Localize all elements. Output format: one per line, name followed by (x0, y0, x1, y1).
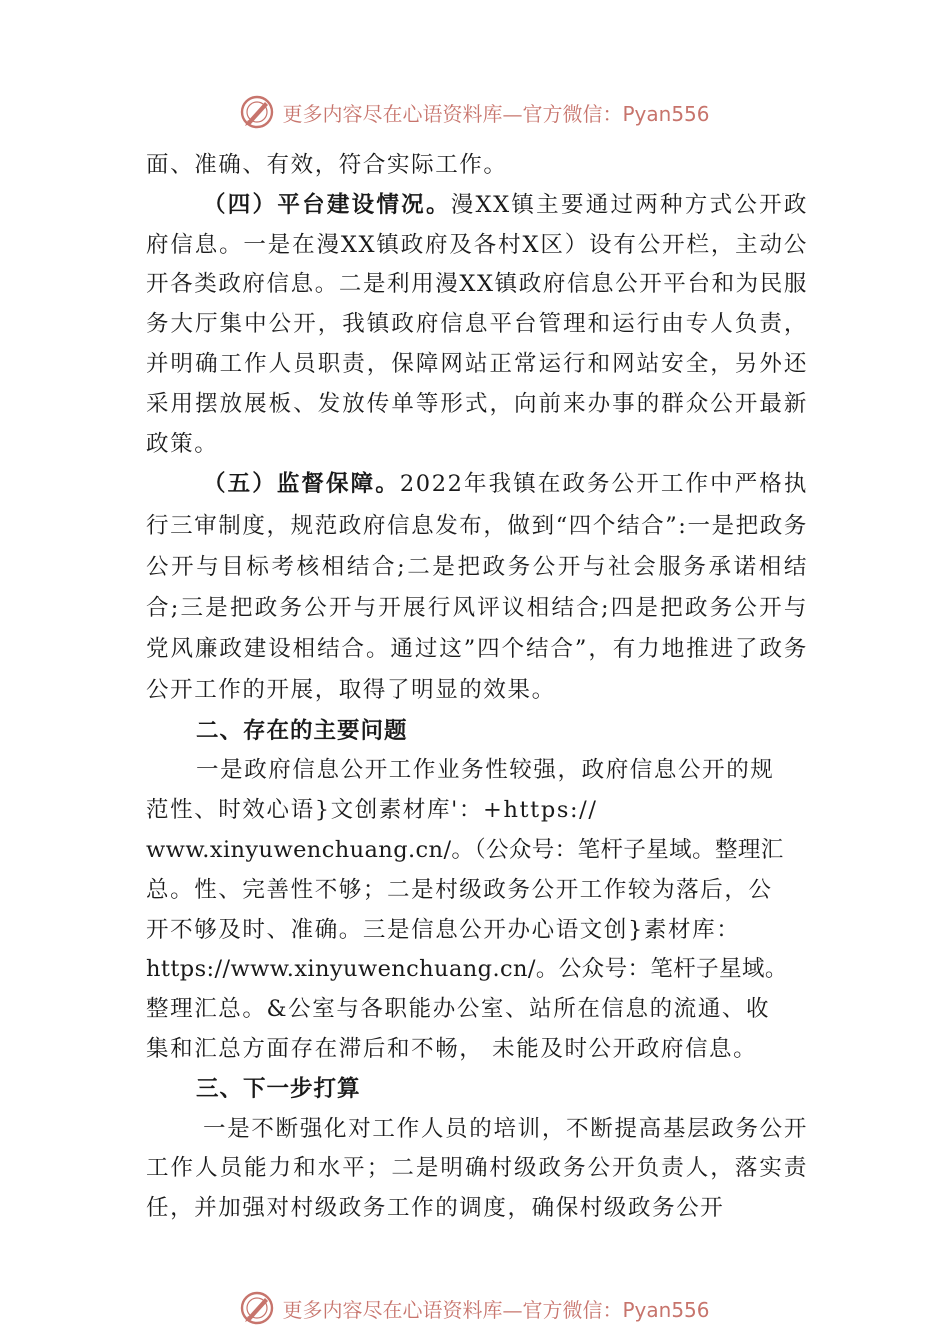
pen-logo-icon (240, 95, 274, 129)
banner-text: 更多内容尽在心语资料库—官方微信：Pyan556 (282, 1297, 710, 1322)
paragraph-platform: （四）平台建设情况。漫XX镇主要通过两种方式公开政府信息。一是在漫XX镇政府及各村X区）设有公开栏，主动公开各类政府信息。二是利用漫XX镇政府信息公开平台和为民服务大厅集中公开，我镇政府信息平台管理和运行由专人负责，并明确工作人员职责，保障网站正常运行和网站安全，另外还采用摆放展板、发放传单等形式，向前来办事的群众公开最新政策。 (146, 191, 808, 457)
paragraph-problems: 一是政府信息公开工作业务性较强，政府信息公开的规 范性、时效心语}文创素材库'：+https:// www.xinyuwenchuang.cn/。（公众号：笔杆子星域。整理汇 总。性、完善性不够；二是村级政务公开工作较为落后，公 开不够及时、准确。三是信息公开办心语文创}素材库： https://www.xinyuwenchuang.cn/。公众号：笔杆子星域。 整理汇总。&公室与各职能办公室、站所在信息的流通、收 集和汇总方面存在滞后和不畅， 未能及时公开政府信息。 (146, 757, 788, 1062)
paragraph-continuation: 面、准确、有效，符合实际工作。 (146, 152, 508, 178)
pen-logo-icon (240, 1291, 274, 1325)
heading-next-steps: 三、下一步打算 (196, 1075, 361, 1102)
banner-text: 更多内容尽在心语资料库—官方微信：Pyan556 (282, 101, 710, 126)
paragraph-next-steps: 一是不断强化对工作人员的培训，不断提高基层政务公开工作人员能力和水平；二是明确村级政务公开负责人，落实责任，并加强对村级政务工作的调度，确保村级政务公开 (146, 1115, 808, 1222)
paragraph-supervision: （五）监督保障。2022年我镇在政务公开工作中严格执行三审制度，规范政府信息发布，做到“四个结合”:一是把政务公开与目标考核相结合;二是把政务公开与社会服务承诺相结合;三是把政务公开与开展行风评议相结合;四是把政务公开与党风廉政建设相结合。通过这”四个结合”，有力地推进了政务公开工作的开展，取得了明显的效果。 (146, 471, 809, 704)
document-body (146, 146, 808, 1229)
section-lead-platform: （四）平台建设情况。 (203, 191, 451, 218)
footer-banner (0, 1288, 950, 1328)
section-lead-supervision: （五）监督保障。 (203, 471, 400, 498)
heading-problems: 二、存在的主要问题 (196, 717, 408, 744)
header-banner (0, 92, 950, 132)
